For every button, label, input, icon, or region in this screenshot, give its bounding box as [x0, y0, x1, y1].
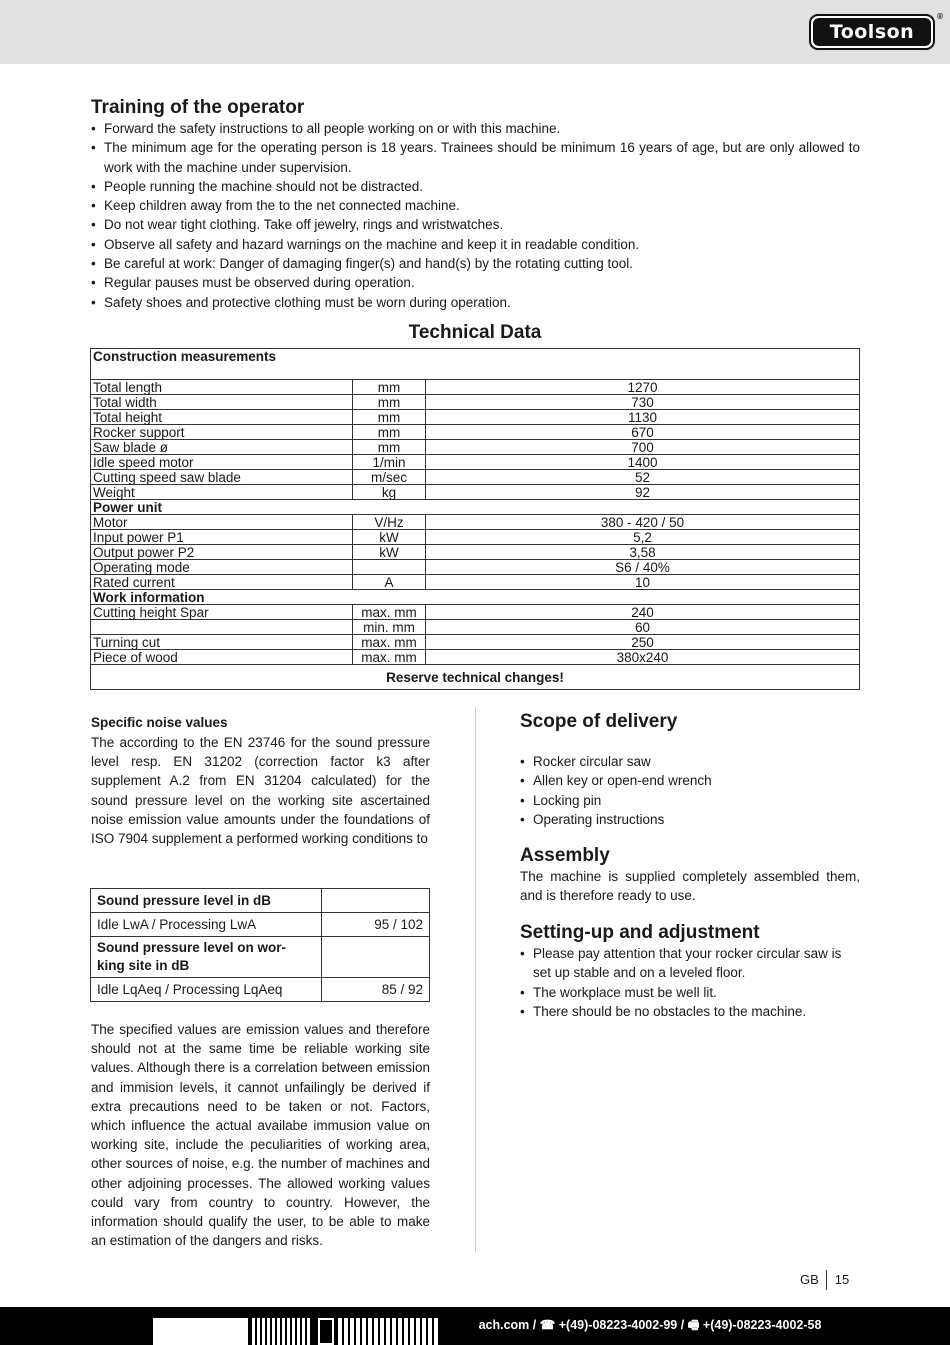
table-row: Sound pressure level on wor- king site in dB: [91, 937, 430, 978]
list-item: • Locking pin: [520, 791, 860, 810]
list-item: • There should be no obstacles to the machine.: [520, 1002, 860, 1021]
list-item: • The minimum age for the operating person is 18 years. Trainees should be minimum 16 years of age, but are only allowed to work with the machine under supervision.: [91, 138, 860, 177]
table-row: min. mm 60: [91, 620, 860, 635]
noise-title: Specific noise values: [91, 715, 228, 730]
footer-contact: ach.com / ☎ +(49)-08223-4002-99 / 🖷 +(49)-08223-4002-58: [478, 1318, 822, 1332]
list-item: • Safety shoes and protective clothing must be worn during operation.: [91, 293, 860, 312]
table-row: Cutting height Spar max. mm 240: [91, 605, 860, 620]
technical-data-title: Technical Data: [408, 322, 542, 343]
list-item: • Please pay attention that your rocker circular saw is set up stable and on a leveled floor.: [520, 944, 860, 983]
table-row: Idle speed motor 1/min 1400: [91, 455, 860, 470]
table-row: Idle LwA / Processing LwA 95 / 102: [91, 913, 430, 937]
scope-title: Scope of delivery: [520, 711, 678, 732]
technical-data-table: [90, 348, 860, 690]
construction-heading: Construction measurements: [91, 349, 860, 380]
reserve-changes-note: Reserve technical changes!: [91, 665, 860, 690]
assembly-title: Assembly: [520, 845, 610, 866]
table-row: [91, 500, 860, 515]
table-row: Input power P1 kW 5,2: [91, 530, 860, 545]
table-row: [91, 665, 860, 690]
table-row: Weight kg 92: [91, 485, 860, 500]
table-row: Piece of wood max. mm 380x240: [91, 650, 860, 665]
table-row: Turning cut max. mm 250: [91, 635, 860, 650]
page-number: 15: [834, 1272, 850, 1287]
toolson-logo: [809, 12, 943, 50]
noise-outro: The specified values are emission values and therefore should not at the same time be reliable working site values. Although there is a correlation between emission and immision levels, it cannot unfailingly be derived if extra precautions need to be taken or not. Factors, which influence the actual availabe immusion value on working site, include the peculiarities of working area, other sources of noise, e.g. the number of machines and other adjoining processes. The allowed working values could vary from country to country. However, the information should qualify the user, to be able to make an estimation of the dangers and risks.: [91, 1022, 430, 1249]
list-item: • Observe all safety and hazard warnings on the machine and keep it in readable condition.: [91, 235, 860, 254]
table-row: [91, 590, 860, 605]
list-item: • Regular pauses must be observed during operation.: [91, 273, 860, 292]
training-title: Training of the operator: [91, 97, 305, 118]
table-row: Operating mode S6 / 40%: [91, 560, 860, 575]
table-row: Cutting speed saw blade m/sec 52: [91, 470, 860, 485]
table-row: Output power P2 kW 3,58: [91, 545, 860, 560]
list-item: • Allen key or open-end wrench: [520, 771, 860, 790]
table-row: [91, 349, 860, 380]
noise-table: [90, 888, 430, 1002]
page-number-block: [800, 1270, 849, 1290]
power-unit-heading: Power unit: [91, 500, 860, 515]
logo-text: Toolson: [813, 18, 931, 46]
list-item: • The workplace must be well lit.: [520, 983, 860, 1002]
list-item: • Be careful at work: Danger of damaging finger(s) and hand(s) by the rotating cutting tool.: [91, 254, 860, 273]
table-row: Saw blade ø mm 700: [91, 440, 860, 455]
training-list: [91, 119, 860, 312]
list-item: • Operating instructions: [520, 810, 860, 829]
language-code: GB: [800, 1272, 819, 1287]
assembly-text: The machine is supplied completely assembled them, and is therefore ready to use.: [520, 869, 860, 904]
noise-intro: The according to the EN 23746 for the sound pressure level resp. EN 31202 (correction factor k3 after supplement A.2 from EN 31204 calculated) for the sound pressure level on the working site ascertained noise emission value amounts under the foundations of ISO 7904 supplement a performed working conditions to: [91, 735, 430, 847]
table-row: Sound pressure level in dB: [91, 889, 430, 913]
list-item: • Do not wear tight clothing. Take off jewelry, rings and wristwatches.: [91, 215, 860, 234]
header-bar: [0, 0, 950, 64]
table-row: Motor V/Hz 380 - 420 / 50: [91, 515, 860, 530]
column-divider: [475, 707, 476, 1252]
list-item: • Keep children away from the to the net connected machine.: [91, 196, 860, 215]
scope-list: [520, 752, 860, 829]
table-row: Idle LqAeq / Processing LqAeq 85 / 92: [91, 978, 430, 1002]
footer-separator: [826, 1270, 827, 1290]
table-row: Rated current A 10: [91, 575, 860, 590]
table-row: Total length mm 1270: [91, 380, 860, 395]
list-item: • People running the machine should not be distracted.: [91, 177, 860, 196]
table-row: Total width mm 730: [91, 395, 860, 410]
list-item: • Forward the safety instructions to all people working on or with this machine.: [91, 119, 860, 138]
logo-registered-mark: ®: [937, 12, 943, 21]
table-row: Total height mm 1130: [91, 410, 860, 425]
setup-title: Setting-up and adjustment: [520, 922, 760, 943]
table-row: Rocker support mm 670: [91, 425, 860, 440]
list-item: • Rocker circular saw: [520, 752, 860, 771]
setup-list: [520, 944, 860, 1021]
work-information-heading: Work information: [91, 590, 860, 605]
